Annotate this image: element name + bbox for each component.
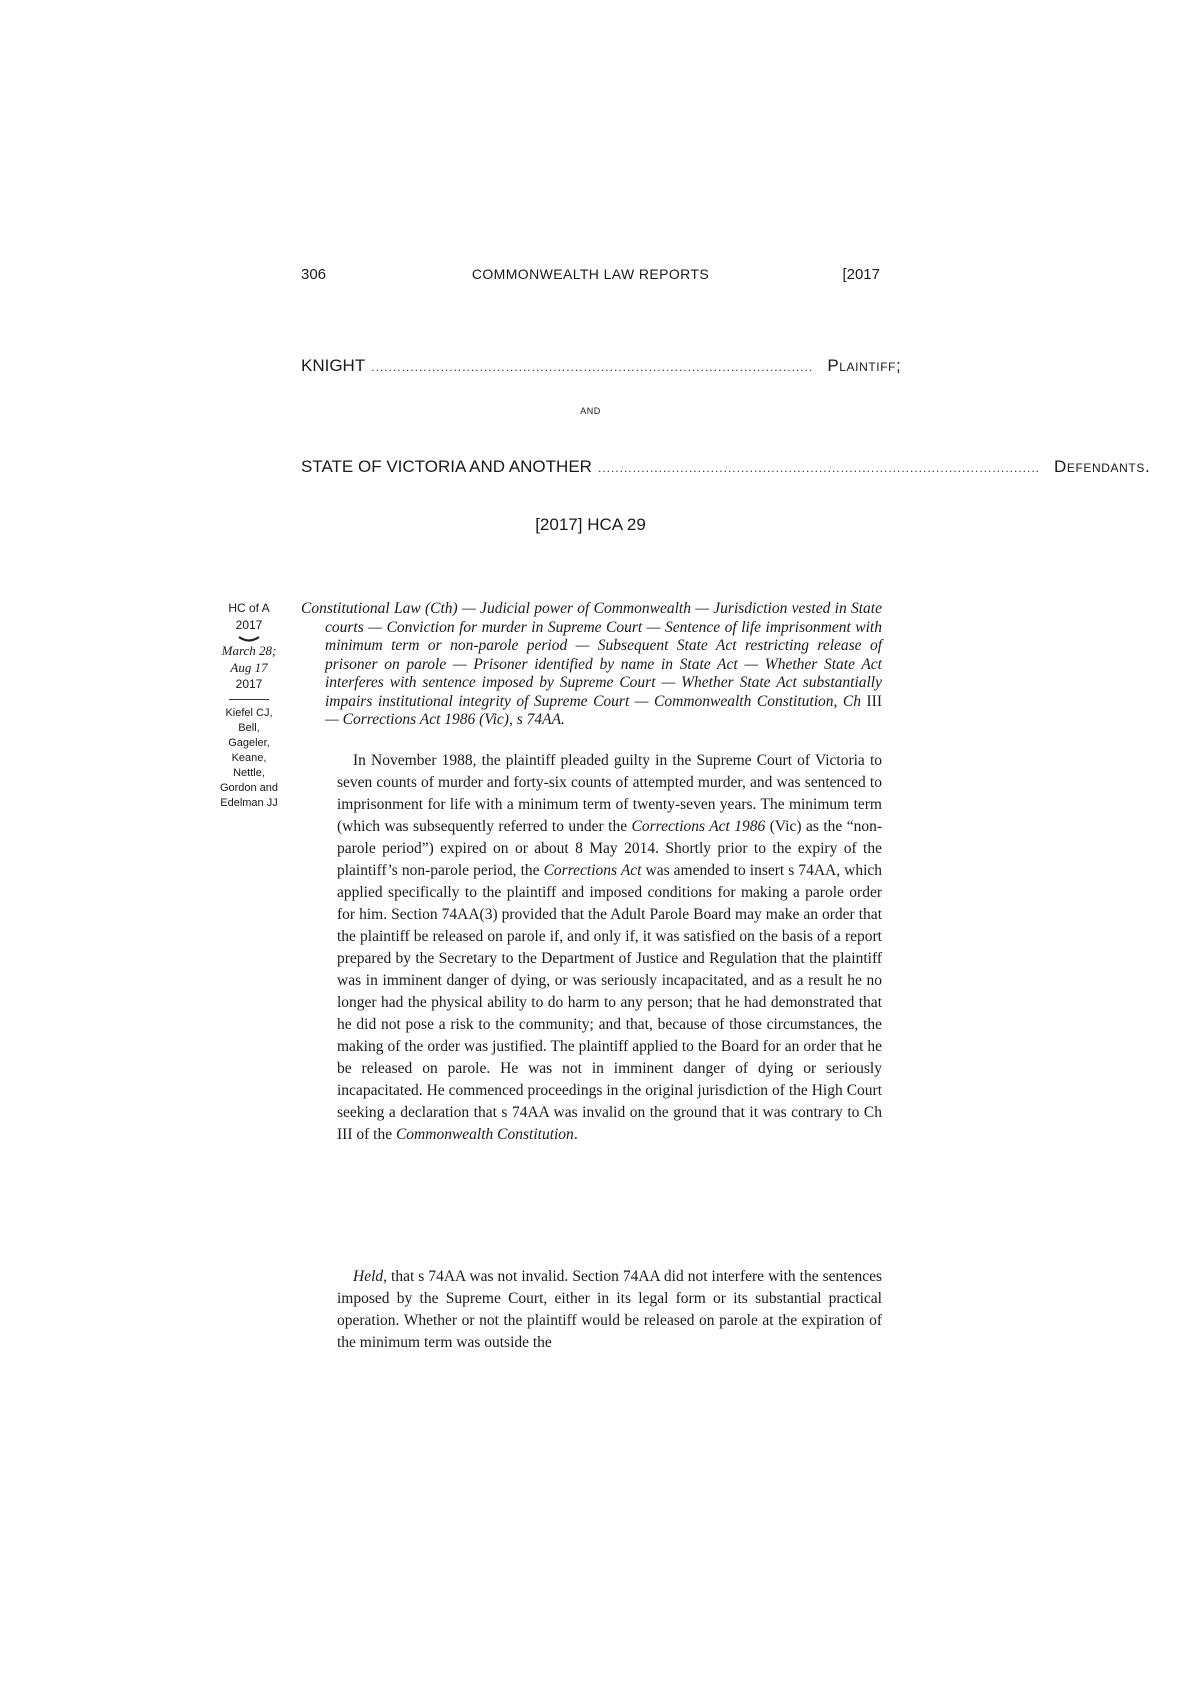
judge: Edelman JJ [220,797,278,809]
court-year: 2017 [235,618,263,632]
and-connector: and [580,402,601,417]
leader-dots: ...................................................................................................... [371,360,814,374]
judge: Gordon and [219,782,279,794]
text-run: , that s 74AA was not invalid. Section 74AA did not interfere with the sentences imposed by the Supreme Court, either in its legal form or its substantial practical operation. Whether or not the plaintiff would be released on parole at the expiration of the minimum term was outside the [337,1268,882,1351]
publication-title: COMMONWEALTH LAW REPORTS [471,266,710,282]
judgment-date: Aug 17 [230,660,268,675]
judgment-year: 2017 [235,677,263,691]
constitution-title: Commonwealth Constitution [395,1126,574,1143]
margin-note [212,600,286,811]
headnote-held [337,1266,882,1354]
plaintiff-name: KNIGHT [301,356,366,375]
case-citation: [2017] HCA 29 [535,515,646,534]
plaintiff-line [301,356,902,376]
text-run: was amended to insert s 74AA, which applied specifically to the plaintiff and imposed conditions for making a parole order for him. Section 74AA(3) provided that the Adult Parole Board may make an order that the plaintiff be released on parole if, and only if, it was satisfied on the basis of a report prepared by the Secretary to the Department of Justice and Regulation that the plaintiff was in imminent danger of dying, or was seriously incapacitated, and as a result he no longer had the physical ability to do harm to any person; that he had demonstrated that he did not pose a risk to the community; and that, because of those circumstances, the making of the order was justified. The plaintiff applied to the Board for an order that he be released on parole. He was not in imminent danger of dying or seriously incapacitated. He commenced proceedings in the original jurisdiction of the High Court seeking a declaration that s 74AA was invalid on the ground that it was contrary to Ch III of the [337,862,883,1143]
page-number: 306 [301,266,327,283]
leader-dots: ...................................................................................................... [597,461,1041,475]
judge: Kiefel CJ, [225,707,273,719]
chapter-numeral: III [866,692,882,710]
margin-divider [229,699,269,700]
plaintiff-role: Plaintiff; [827,356,902,375]
catchwords [301,600,882,730]
text-run: . [573,1126,578,1143]
text-run: (Vic) as the “non-parole period”) expired on or about 8 May 2014. Shortly prior to the expiry of the plaintiff’s non-parole period, the [337,818,882,879]
judge: Nettle, [233,767,265,779]
volume-year: [2017 [842,266,880,283]
catchwords-text: Constitutional Law (Cth) — Judicial power of Commonwealth — Jurisdiction vested in State courts — Conviction for murder in Supreme Court — Sentence of life imprisonment with minimum term or non-parole period — Subsequent State Act restricting release of prisoner on parole — Prisoner identified by name in State Act — Whether State Act interferes with sentence imposed by Supreme Court — Whether State Act substantially impairs institutional integrity of Supreme Court — Commonwealth Constitution, Ch [301,600,882,710]
running-head [301,266,880,288]
act-title: Corrections Act [543,862,642,879]
hearing-date: March 28; [221,643,277,658]
defendant-role: Defendants. [1054,457,1151,476]
court-label: HC of A [228,601,270,615]
defendant-name: STATE OF VICTORIA AND ANOTHER [301,457,592,476]
held-label: Held [353,1268,384,1285]
judge: Bell, [238,722,260,734]
judge: Gageler, [228,737,270,749]
defendant-line [301,457,1151,477]
judges-list [212,706,286,811]
act-title: Corrections Act 1986 [631,818,766,835]
judge: Keane, [231,752,267,764]
text-run: In November 1988, the plaintiff pleaded guilty in the Supreme Court of Victoria to seven counts of murder and forty-six counts of attempted murder, and was sentenced to imprisonment for life with a minimum term of twenty-seven years. The minimum term (which was subsequently referred to under the [337,752,882,835]
headnote-facts [337,750,882,1146]
catchwords-statute: — Corrections Act 1986 (Vic), s 74AA. [325,711,565,728]
